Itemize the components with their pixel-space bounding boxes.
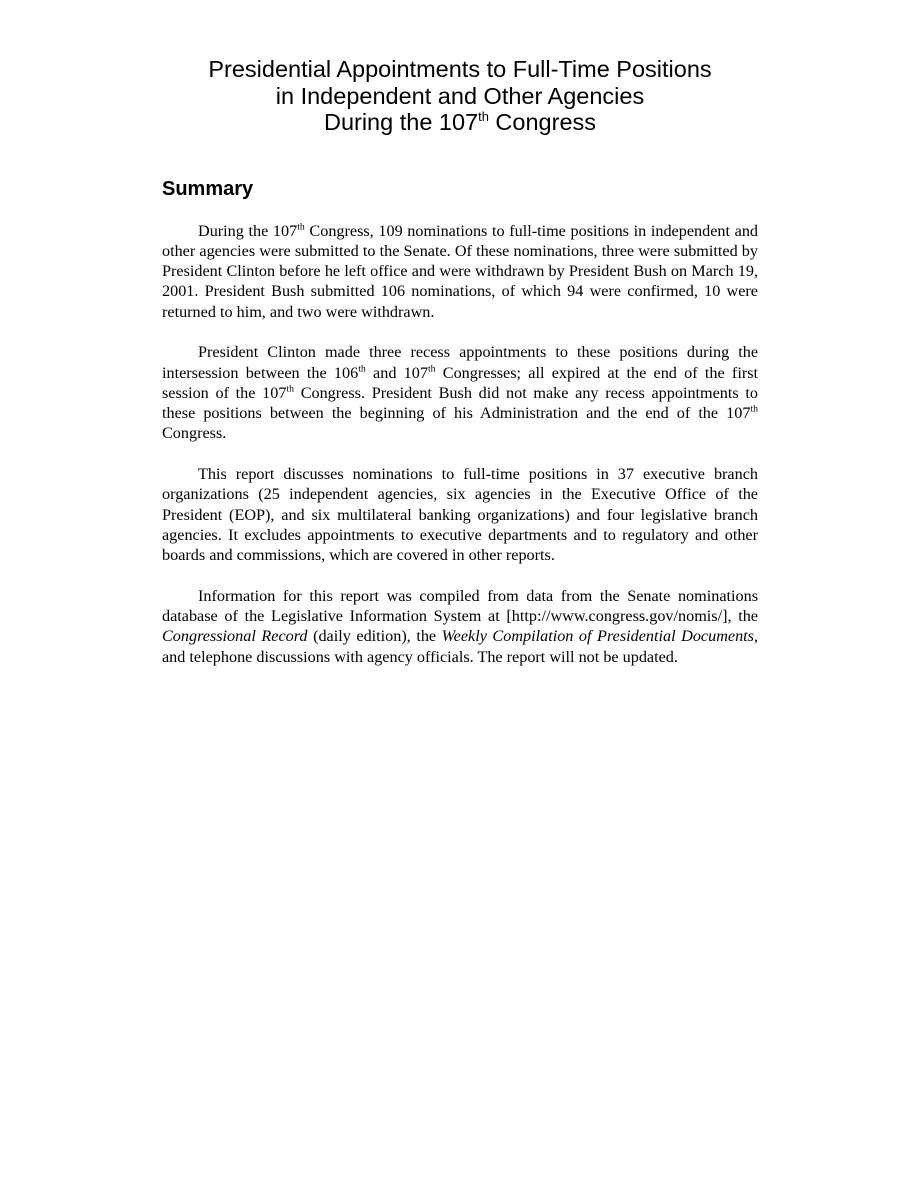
p1-ordinal-suffix: th — [297, 221, 305, 233]
p2-text-a: President Clinton made three recess appointments to these positions during the intersession between the 106 — [162, 343, 758, 382]
p2-text-d: Congress. President Bush did not make any recess appointments to these positions between the beginning of his Administration and the end of the 107 — [162, 383, 758, 423]
p1-text-a: During the 107 — [198, 221, 298, 240]
p4-text-b: (daily edition), the — [307, 627, 442, 646]
document-page — [162, 56, 758, 667]
weekly-compilation-title: Weekly Compilation of Presidential Documents — [441, 627, 754, 646]
p1-text-b: Congress, 109 nominations to full-time positions in independent and other agencies were submitted to the Senate. Of these nominations, three were submitted by President Clinton before he left office and were withdrawn by President Bush on March 19, 2001. President Bush submitted 106 nominations, of which 94 were confirmed, 10 were returned to him, and two were withdrawn. — [162, 221, 759, 321]
p2-text-b: and 107 — [365, 363, 428, 382]
title-line-3-start: During the 107 — [323, 109, 479, 135]
p4-text-a: Information for this report was compiled from data from the Senate nominations database of the Legislative Information System at [http://www.congress.gov/nomis/], the — [162, 586, 758, 626]
summary-heading: Summary — [162, 177, 254, 200]
title-line-3 — [162, 109, 758, 136]
title-line-1: Presidential Appointments to Full-Time Positions — [208, 56, 712, 82]
p2-ordinal-suffix-1: th — [358, 363, 366, 375]
page-title — [162, 56, 758, 136]
title-line-3-end: Congress — [488, 109, 597, 135]
title-line-2: in Independent and Other Agencies — [275, 82, 645, 109]
p2-text-e: Congress. — [162, 424, 227, 443]
p3-text: This report discusses nominations to full-time positions in 37 executive branch organizations (25 independent agencies, six agencies in the Executive Office of the President (EOP), and six multilateral banking organizations) and four legislative branch agencies. It excludes appointments to executive departments and to regulatory and other boards and commissions, which are covered in other reports. — [162, 465, 758, 565]
title-ordinal-suffix: th — [478, 109, 489, 125]
summary-paragraph-1 — [162, 221, 758, 322]
summary-paragraph-2 — [162, 342, 758, 443]
p2-ordinal-suffix-3: th — [286, 383, 294, 395]
p2-text-c: Congresses; all expired at the end of the first session of the 107 — [162, 363, 759, 402]
p4-text-c: , and telephone discussions with agency officials. The report will not be updated. — [162, 627, 759, 666]
congressional-record-title: Congressional Record — [162, 627, 308, 646]
summary-paragraph-4 — [162, 586, 758, 667]
p2-ordinal-suffix-4: th — [750, 403, 758, 415]
p2-ordinal-suffix-2: th — [427, 363, 436, 375]
summary-paragraph-3 — [162, 464, 758, 565]
